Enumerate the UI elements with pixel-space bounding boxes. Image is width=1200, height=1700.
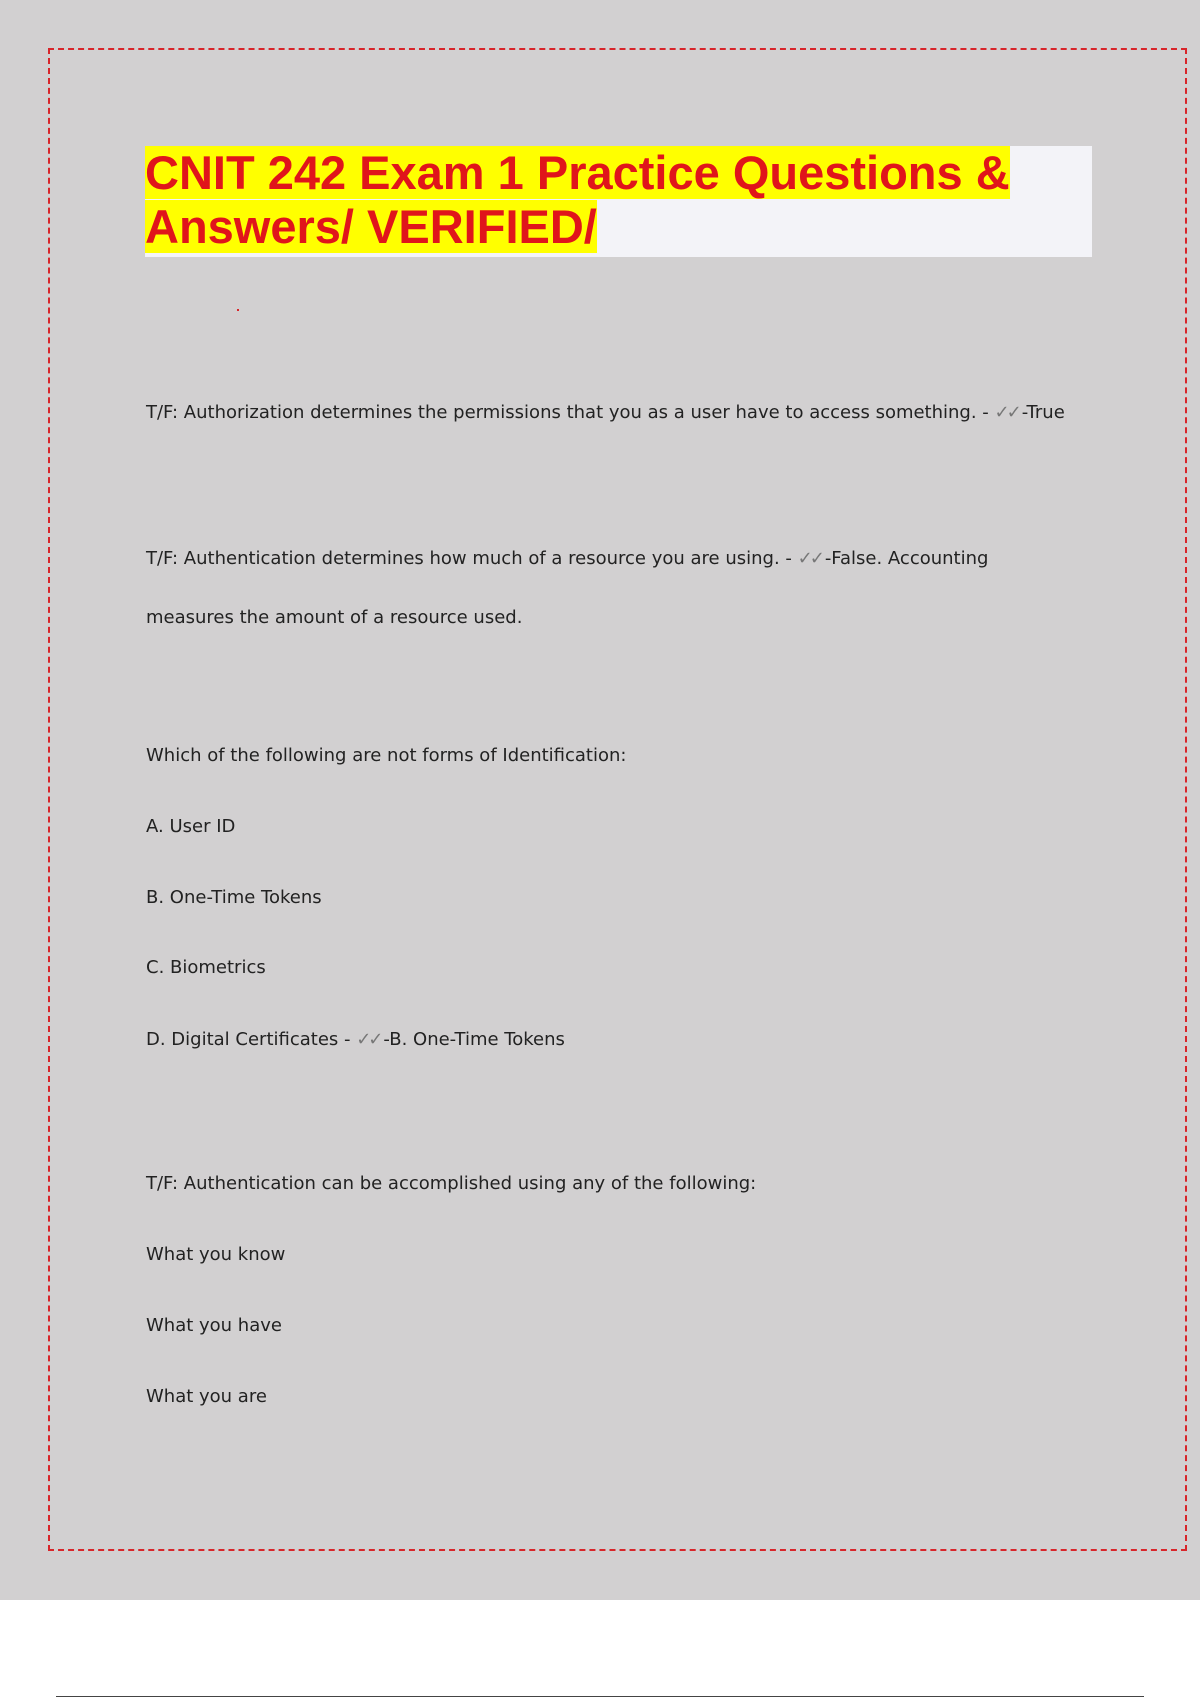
question-3-option-d-text: D. Digital Certificates -	[146, 1029, 357, 1050]
question-2-continuation: measures the amount of a resource used.	[146, 607, 523, 628]
question-3-option-b: B. One-Time Tokens	[146, 887, 322, 908]
document-title	[145, 146, 1065, 254]
question-3-option-c: C. Biometrics	[146, 957, 266, 978]
title-line-2: Answers/ VERIFIED/	[145, 200, 597, 253]
double-check-icon: ✓✓	[994, 402, 1019, 423]
question-3-answer: -B. One-Time Tokens	[383, 1029, 565, 1050]
question-4-item-3: What you are	[146, 1386, 267, 1407]
question-3-option-d	[146, 1029, 565, 1051]
next-page-rule	[56, 1696, 1144, 1697]
question-1-answer: -True	[1021, 402, 1065, 423]
question-2	[146, 548, 988, 570]
title-line-1: CNIT 242 Exam 1 Practice Questions &	[145, 146, 1010, 199]
question-4-item-2: What you have	[146, 1315, 282, 1336]
question-2-text: T/F: Authentication determines how much of a resource you are using. -	[146, 548, 798, 569]
double-check-icon: ✓✓	[356, 1029, 381, 1050]
double-check-icon: ✓✓	[797, 548, 822, 569]
question-1	[146, 402, 1065, 424]
question-3: Which of the following are not forms of Identification:	[146, 745, 627, 766]
question-2-answer: -False. Accounting	[824, 548, 989, 569]
decorative-dot	[237, 309, 239, 311]
question-3-option-a: A. User ID	[146, 816, 236, 837]
question-4-item-1: What you know	[146, 1244, 286, 1265]
question-4: T/F: Authentication can be accomplished using any of the following:	[146, 1173, 757, 1194]
question-1-text: T/F: Authorization determines the permissions that you as a user have to access something. -	[146, 402, 995, 423]
